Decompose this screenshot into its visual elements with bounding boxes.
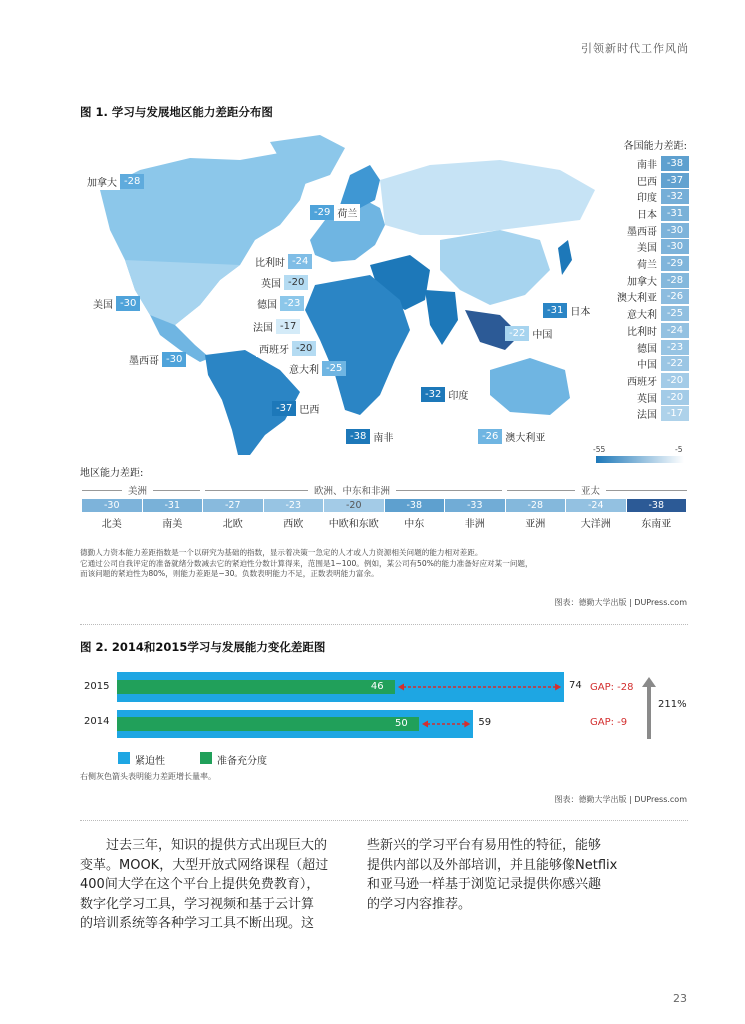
figure2-source: 图表：德勤大学出版 | DUPress.com [554,795,687,804]
body-col1-line-2: 变革。MOOK，大型开放式网络课程（超过 [80,857,329,873]
country-legend-name: 巴西 [637,176,657,188]
map-label-spain: 西班牙 -20 [256,340,316,357]
country-legend-row [637,188,689,205]
color-scale-min: -55 [593,445,606,454]
map-scandinavia [340,165,380,208]
country-legend-name: 墨西哥 [627,226,657,238]
country-legend-value: -32 [661,189,689,204]
country-legend-value: -38 [661,156,689,171]
bar-readiness [117,680,395,694]
body-column-1 [80,836,350,934]
country-legend-row [637,205,689,222]
map-label-brazil: -37 巴西 [272,400,322,417]
country-legend-name: 德国 [637,343,657,355]
country-legend-row [637,406,689,423]
country-legend-value: -25 [661,306,689,321]
region-title: 地区能力差距: [80,468,144,479]
map-russia [380,160,595,235]
note-line-1: 德勤人力资本能力差距指数是一个以研究为基础的指数，显示着决策一急定的人才或人力资源相关问题的能力相对差距。 [80,548,483,557]
map-india [425,290,458,345]
country-legend-title: 各国能力差距: [623,141,687,152]
body-col1-line-1: 过去三年，知识的提供方式出现巨大的 [106,838,328,853]
country-legend-row [627,222,689,239]
region-value-cell: -31 [143,499,203,512]
year-label-2015: 2015 [84,681,110,692]
region-value-cell: -20 [324,499,384,512]
region-value-cell: -30 [82,499,142,512]
region-name-label: 大洋洲 [580,519,611,530]
map-label-china: -22 中国 [505,325,555,342]
country-legend-value: -31 [661,206,689,221]
map-label-france: 法国 -17 [250,318,300,335]
country-legend-value: -17 [661,406,689,421]
body-col1-line-5: 的培训系统等各种学习工具不断出现。这 [80,916,315,931]
country-legend-row [617,289,689,306]
region-value-cell: -23 [264,499,324,512]
body-col2-line-1: 些新兴的学习平台有易用性的特征，能够 [367,838,602,853]
body-col2-line-3: 和亚马逊一样基于浏览记录提供你感兴趣 [367,877,602,892]
region-value-cell: -27 [203,499,263,512]
bar-urgency-label: 59 [478,717,492,728]
gap-label-2014: GAP: -9 [590,717,628,728]
region-name-label: 亚洲 [525,519,546,530]
country-legend-name: 南非 [637,159,657,171]
map-label-usa: 美国 -30 [90,295,140,312]
region-name-label: 中欧和东欧 [328,519,379,530]
divider-1 [80,624,688,625]
country-legend-value: -30 [661,239,689,254]
country-legend-value: -29 [661,256,689,271]
region-value-cell: -38 [385,499,445,512]
country-legend-row [637,355,689,372]
region-name-label: 东南亚 [641,519,672,530]
growth-arrow-icon [642,677,656,739]
map-usa [125,260,240,325]
note-line-2: 它通过公司自我评定的准备就绪分数减去它的紧迫性分数计算得来，范围是1~100。例如，某公司有50%的能力准备好应对某一问题， [80,558,533,568]
group-label-apac: 亚太 [575,483,606,497]
map-label-uk: 英国 -20 [258,274,308,291]
map-australia [490,358,570,415]
legend-label-readiness: 准备充分度 [217,756,267,767]
country-legend-name: 荷兰 [637,260,657,272]
country-legend-value: -20 [661,390,689,405]
region-name-label: 西欧 [283,519,304,530]
region-name-label: 北欧 [222,519,243,530]
figure1-notes [80,548,690,580]
color-scale-max: -5 [675,445,683,454]
country-legend-name: 美国 [637,243,657,255]
body-col2-line-4: 的学习内容推荐。 [367,896,472,912]
country-legend-row [637,389,689,406]
map-label-australia: -26 澳大利亚 [478,428,548,445]
color-scale-bar [596,456,684,463]
region-value-cell: -38 [627,499,687,512]
region-name-label: 南美 [162,519,183,530]
bar-readiness [117,717,419,731]
bar-readiness-label: 50 [395,718,408,729]
year-label-2014: 2014 [84,716,110,727]
figure1-source: 图表：德勤大学出版 | DUPress.com [554,598,687,607]
country-legend-value: -20 [661,373,689,388]
country-legend-row [637,239,689,256]
figure2-note: 右侧灰色箭头表明能力差距增长量率。 [80,772,216,781]
country-legend-row [637,155,689,172]
country-legend-value: -28 [661,273,689,288]
map-label-mexico: 墨西哥 -30 [126,351,186,368]
body-col1-line-3: 400间大学在这个平台上提供免费教育）， [80,877,320,892]
map-label-south-africa: -38 南非 [346,428,396,445]
group-label-emea: 欧洲、中东和非洲 [308,483,396,497]
bar-urgency-label: 74 [569,680,582,691]
map-china [440,230,550,305]
map-label-japan: -31 日本 [543,302,593,319]
world-map [80,130,600,460]
region-value-cell: -33 [445,499,505,512]
country-legend-value: -30 [661,223,689,238]
country-legend-name: 印度 [637,193,657,205]
map-africa [305,275,410,415]
figure1-title: 图 1. 学习与发展地区能力差距分布图 [80,105,273,119]
page-number: 23 [673,992,687,1005]
body-column-2 [367,836,657,914]
gap-arrow-icon [398,682,563,692]
country-legend-name: 日本 [637,209,657,221]
figure2-title: 图 2. 2014和2015学习与发展能力变化差距图 [80,640,326,654]
bar-readiness-label: 46 [370,681,384,692]
map-label-germany: 德国 -23 [254,295,304,312]
country-legend-name: 英国 [637,393,657,405]
country-legend-name: 意大利 [627,310,657,322]
country-legend-value: -26 [661,289,689,304]
country-legend-name: 澳大利亚 [617,293,657,305]
legend-label-urgency: 紧迫性 [135,756,165,767]
country-legend-row [627,372,689,389]
country-legend-value: -22 [661,356,689,371]
region-value-cell: -24 [566,499,626,512]
country-legend-name: 西班牙 [627,376,657,388]
divider-2 [80,820,688,821]
map-label-italy: 意大利 -25 [286,360,346,377]
gap-label-2015: GAP: -28 [590,682,634,693]
country-legend-row [637,339,689,356]
growth-label: 211% [658,699,687,710]
map-label-india: -32 印度 [421,386,471,403]
country-legend-name: 法国 [637,410,657,422]
map-label-canada: 加拿大 -28 [84,173,144,190]
country-legend-value: -23 [661,340,689,355]
country-legend-name: 加拿大 [627,276,657,288]
gap-arrow-icon [422,719,472,729]
country-legend-name: 中国 [637,360,657,372]
country-legend-row [627,305,689,322]
country-legend-value: -37 [661,173,689,188]
region-name-label: 非洲 [464,519,485,530]
map-label-netherlands: -29 荷兰 [310,204,360,221]
legend-swatch-urgency [118,752,130,764]
legend-swatch-readiness [200,752,212,764]
running-header: 引领新时代工作风尚 [581,42,689,55]
group-label-americas: 美洲 [122,483,153,497]
region-name-label: 北美 [101,519,122,530]
body-col1-line-4: 数字化学习工具，学习视频和基于云计算 [80,896,315,912]
body-col2-line-2: 提供内部以及外部培训，并且能够像Netflix [367,857,618,873]
country-legend-value: -24 [661,323,689,338]
region-name-label: 中东 [404,519,425,530]
note-line-3: 而该问题的紧迫性为80%，则能力差距是−30。负数表明能力不足，正数表明能力富余。 [80,569,379,578]
country-legend-row [637,255,689,272]
country-legend-row [627,272,689,289]
country-legend-row [637,172,689,189]
region-value-cell: -28 [506,499,566,512]
map-label-belgium: 比利时 -24 [252,253,312,270]
country-legend-name: 比利时 [627,326,657,338]
country-legend-row [627,322,689,339]
map-japan [558,240,572,275]
